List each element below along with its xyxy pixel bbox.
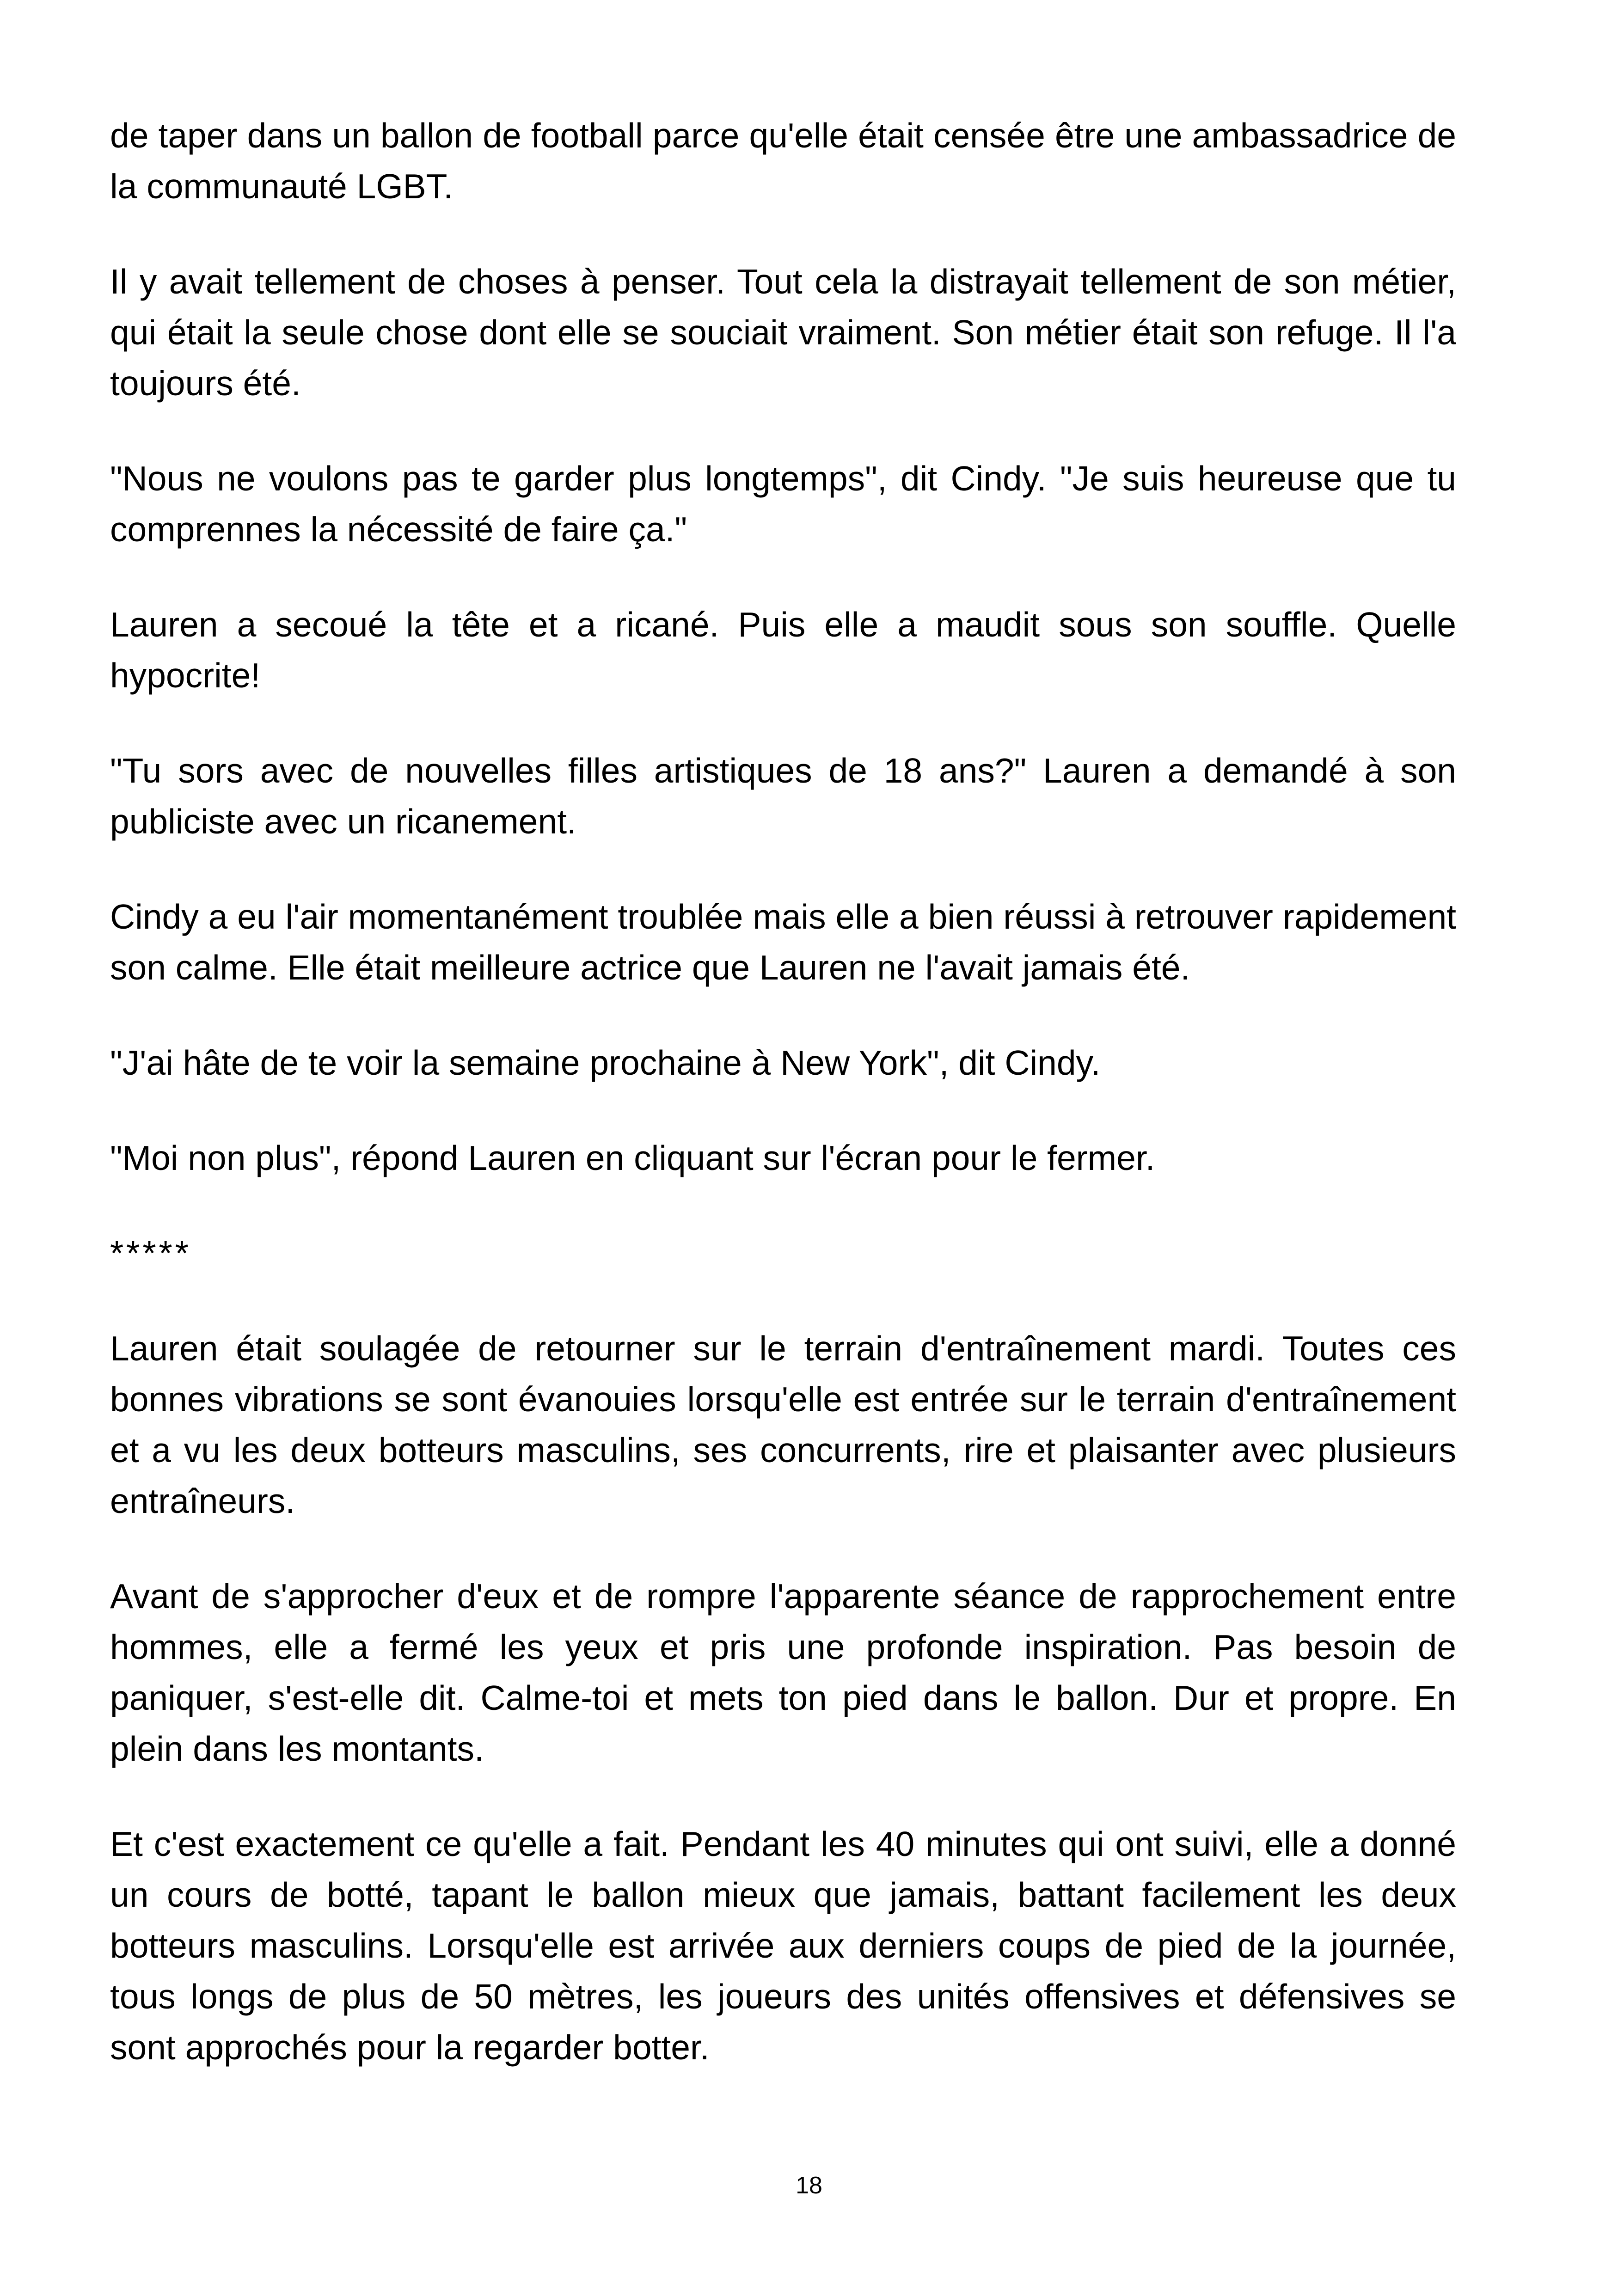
paragraph-7: "J'ai hâte de te voir la semaine prochaine à New York", dit Cindy. <box>110 1043 1101 1082</box>
paragraph-5: "Tu sors avec de nouvelles filles artistiques de 18 ans?" Lauren a demandé à son publiciste avec un ricanement. <box>110 751 1456 841</box>
page-number: 18 <box>796 2172 822 2199</box>
paragraph-2: Il y avait tellement de choses à penser. Tout cela la distrayait tellement de son métier, qui était la seule chose dont elle se souciait vraiment. Son métier était son refuge. Il l'a toujours été. <box>110 262 1456 403</box>
body-text <box>110 110 1456 2117</box>
paragraph-8: "Moi non plus", répond Lauren en cliquant sur l'écran pour le fermer. <box>110 1139 1155 1177</box>
paragraph-1: de taper dans un ballon de football parce qu'elle était censée être une ambassadrice de la communauté LGBT. <box>110 116 1456 206</box>
paragraph-6: Cindy a eu l'air momentanément troublée mais elle a bien réussi à retrouver rapidement son calme. Elle était meilleure actrice que Lauren ne l'avait jamais été. <box>110 897 1456 987</box>
scene-separator: ***** <box>110 1234 191 1273</box>
paragraph-11: Et c'est exactement ce qu'elle a fait. Pendant les 40 minutes qui ont suivi, elle a donné un cours de botté, tapant le ballon mieux que jamais, battant facilement les deux botteurs masculins. Lorsqu'elle est arrivée aux derniers coups de pied de la journée, tous longs de plus de 50 mètres, les joueurs des unités offensives et défensives se sont approchés pour la regarder botter. <box>110 1825 1456 2067</box>
paragraph-10: Avant de s'approcher d'eux et de rompre l'apparente séance de rapprochement entre hommes, elle a fermé les yeux et pris une profonde inspiration. Pas besoin de paniquer, s'est-elle dit. Calme-toi et mets ton pied dans le ballon. Dur et propre. En plein dans les montants. <box>110 1577 1456 1768</box>
paragraph-9: Lauren était soulagée de retourner sur le terrain d'entraînement mardi. Toutes ces bonnes vibrations se sont évanouies lorsqu'elle est entrée sur le terrain d'entraînement et a vu les deux botteurs masculins, ses concurrents, rire et plaisanter avec plusieurs entraîneurs. <box>110 1329 1456 1520</box>
paragraph-4: Lauren a secoué la tête et a ricané. Puis elle a maudit sous son souffle. Quelle hypocrite! <box>110 605 1456 695</box>
paragraph-3: "Nous ne voulons pas te garder plus longtemps", dit Cindy. "Je suis heureuse que tu comprennes la nécessité de faire ça." <box>110 459 1456 549</box>
